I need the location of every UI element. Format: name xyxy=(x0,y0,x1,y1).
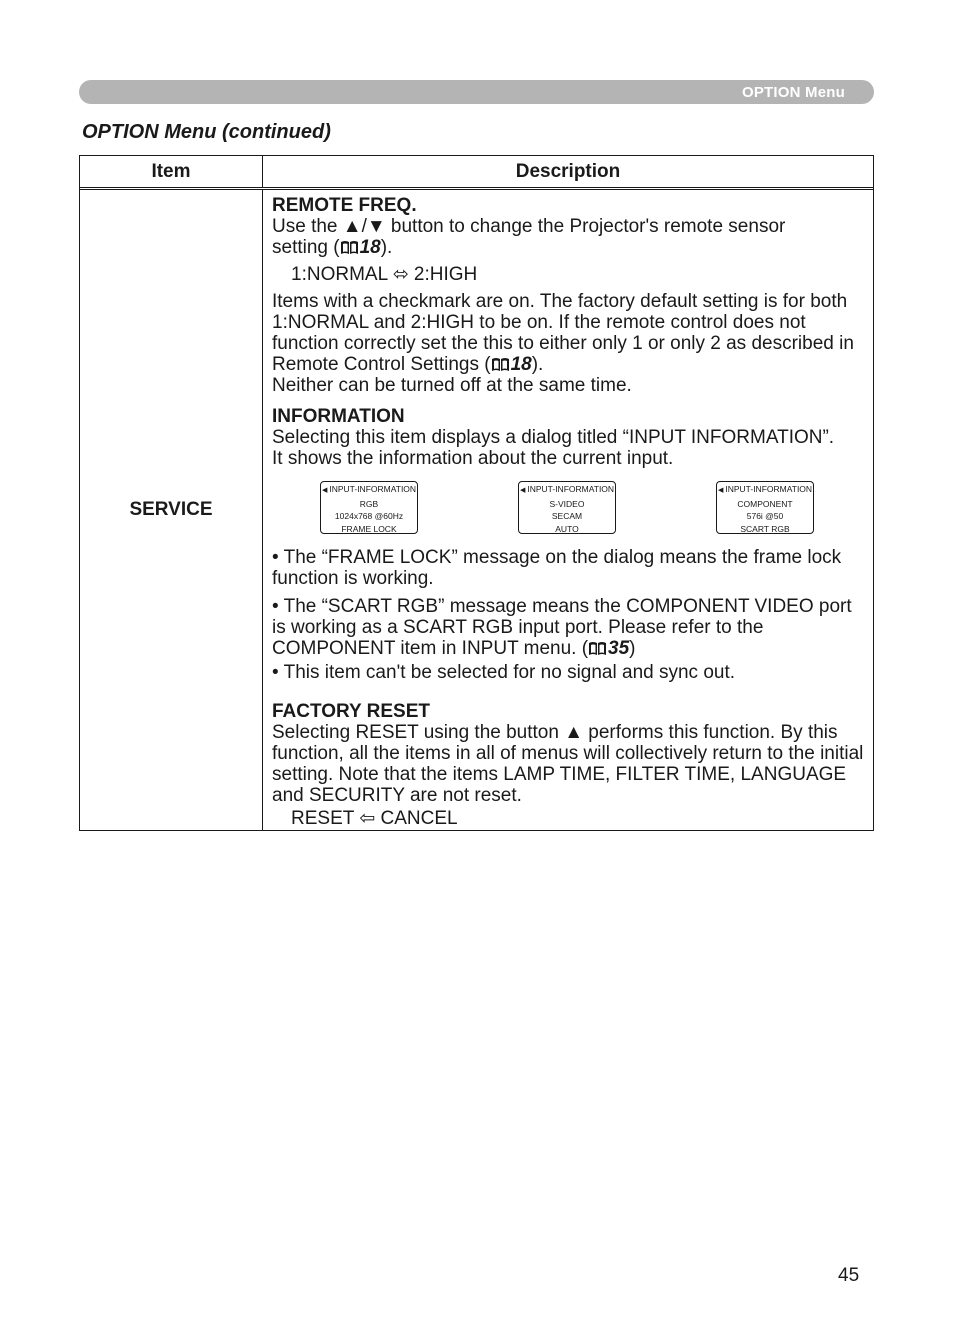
page-title: OPTION Menu (continued) xyxy=(82,121,331,143)
table-header xyxy=(80,156,873,190)
left-triangle-icon: ◀ xyxy=(519,487,526,494)
input-information-dialog: ◀ INPUT-INFORMATION RGB 1024x768 @60Hz FRAME LOCK xyxy=(320,481,418,534)
left-triangle-icon: ◀ xyxy=(717,487,724,494)
information-heading: INFORMATION xyxy=(272,406,405,427)
book-icon xyxy=(491,357,510,372)
frame-lock-note: • The “FRAME LOCK” message on the dialog means the frame lock function is working. xyxy=(272,547,842,589)
page-number: 45 xyxy=(838,1265,860,1286)
no-signal-note: • This item can't be selected for no signal and sync out. xyxy=(272,662,736,683)
item-service: SERVICE xyxy=(80,190,263,830)
factory-reset-options: RESET ⇦ CANCEL xyxy=(291,808,458,829)
page-ref-35: 35 xyxy=(608,638,630,659)
book-icon xyxy=(340,240,359,255)
remote-freq-section xyxy=(272,195,867,396)
input-information-dialog: ◀ INPUT-INFORMATION S-VIDEO SECAM AUTO xyxy=(518,481,616,534)
page-ref-18: 18 xyxy=(359,237,381,258)
factory-reset-text: Selecting RESET using the button ▲ performs this function. By this function, all the items in all of menus will collectively return to the initial setting. Note that the items LAMP TIME, FILTER TIME, LANGUAGE and SECURITY are not reset. xyxy=(272,722,864,806)
section-header-bar xyxy=(79,80,874,104)
information-section xyxy=(272,406,867,469)
remote-freq-line1: Use the ▲/▼ button to change the Projector's remote sensor xyxy=(272,216,786,237)
description-cell xyxy=(263,190,873,830)
page-ref-18: 18 xyxy=(510,354,532,375)
remote-freq-line2: setting ( 18). xyxy=(272,237,393,258)
information-text1: Selecting this item displays a dialog titled “INPUT INFORMATION”. xyxy=(272,427,835,448)
remote-freq-para: Items with a checkmark are on. The factory default setting is for both 1:NORMAL and 2:HIGH to be on. If the remote control does not function correctly set the this to either only 1 or only 2 as described in Remote Control Settings ( 18). xyxy=(272,291,854,375)
information-text2: It shows the information about the current input. xyxy=(272,448,674,469)
column-header-item: Item xyxy=(80,156,263,187)
remote-freq-heading: REMOTE FREQ. xyxy=(272,195,417,216)
scart-rgb-note: • The “SCART RGB” message means the COMPONENT VIDEO port is working as a SCART RGB input port. Please refer to the COMPONENT item in INPUT menu. ( 35) xyxy=(272,596,852,659)
remote-freq-note: Neither can be turned off at the same time. xyxy=(272,375,632,396)
section-label: OPTION Menu xyxy=(741,84,845,101)
input-information-dialog: ◀ INPUT-INFORMATION COMPONENT 576i @50 SCART RGB xyxy=(716,481,814,534)
factory-reset-section xyxy=(272,701,867,829)
remote-freq-options: 1:NORMAL ⬄ 2:HIGH xyxy=(291,264,478,285)
book-icon xyxy=(588,641,607,656)
left-triangle-icon: ◀ xyxy=(321,487,328,494)
information-notes xyxy=(272,547,867,683)
option-table xyxy=(79,155,874,831)
column-header-description: Description xyxy=(515,160,621,182)
factory-reset-heading: FACTORY RESET xyxy=(272,701,431,722)
table-row xyxy=(80,190,873,830)
